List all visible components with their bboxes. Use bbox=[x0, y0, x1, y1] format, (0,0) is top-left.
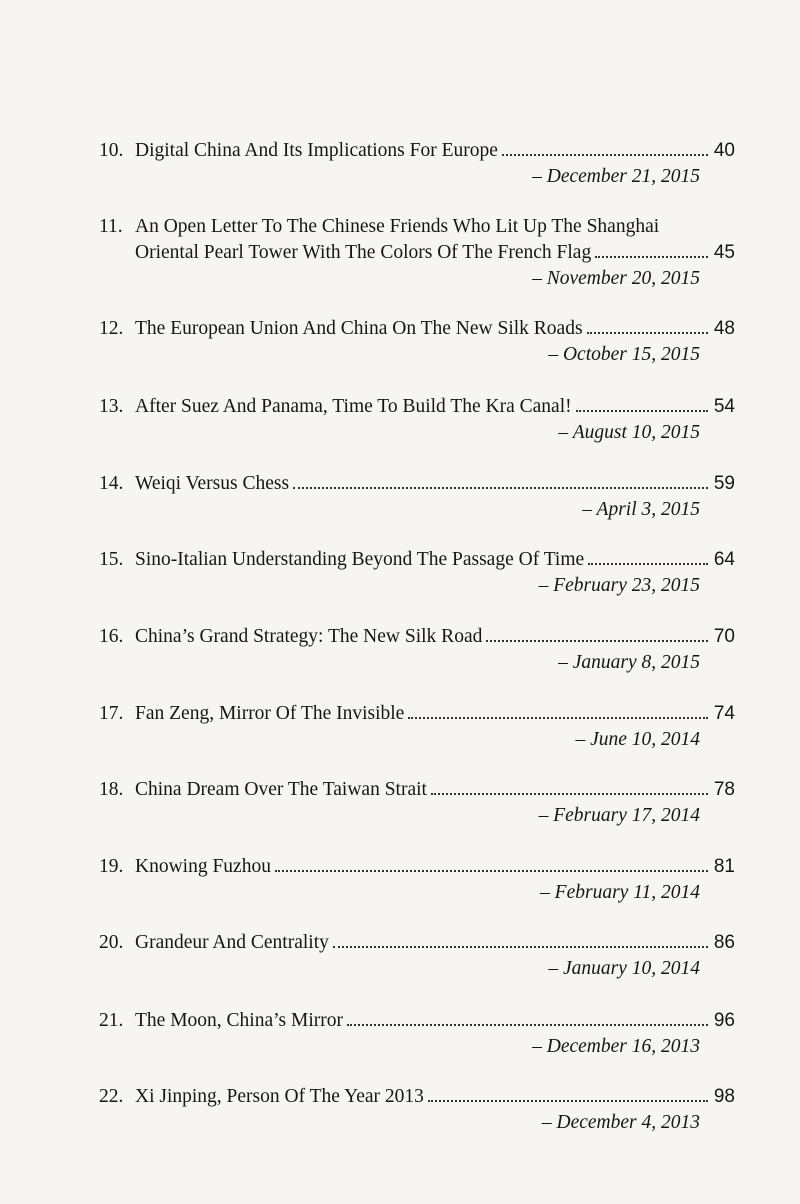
entry-date: – April 3, 2015 bbox=[582, 499, 700, 520]
page-number: 81 bbox=[713, 856, 735, 877]
entry-date: – November 20, 2015 bbox=[532, 268, 700, 289]
dot-leader bbox=[486, 640, 708, 642]
page-number: 45 bbox=[713, 242, 735, 263]
dot-leader bbox=[576, 410, 708, 412]
entry-number: 12. bbox=[99, 318, 124, 339]
entry-number: 14. bbox=[99, 473, 124, 494]
entry-line bbox=[135, 854, 735, 880]
entry-date: – February 17, 2014 bbox=[538, 805, 700, 826]
entry-line bbox=[135, 777, 735, 803]
entry-number: 10. bbox=[99, 140, 124, 161]
entry-date: – June 10, 2014 bbox=[575, 729, 700, 750]
entry-number: 11. bbox=[99, 216, 123, 237]
dot-leader bbox=[431, 793, 708, 795]
page-number: 59 bbox=[713, 473, 735, 494]
entry-date: – December 16, 2013 bbox=[532, 1036, 700, 1057]
entry-number: 17. bbox=[99, 703, 124, 724]
entry-date: – December 4, 2013 bbox=[541, 1112, 700, 1133]
page-number: 78 bbox=[713, 779, 735, 800]
entry-line bbox=[135, 930, 735, 956]
entry-line bbox=[135, 214, 735, 240]
entry-number: 16. bbox=[99, 626, 124, 647]
entry-date: – January 10, 2014 bbox=[548, 958, 700, 979]
entry-line bbox=[135, 316, 735, 342]
page-number: 54 bbox=[713, 396, 735, 417]
dot-leader bbox=[595, 256, 708, 258]
entry-title: Sino-Italian Understanding Beyond The Passage Of Time bbox=[135, 549, 585, 570]
entry-line bbox=[135, 547, 735, 573]
entry-line bbox=[135, 471, 735, 497]
dot-leader bbox=[588, 563, 708, 565]
dot-leader bbox=[293, 487, 708, 489]
entry-line bbox=[135, 624, 735, 650]
entry-title: China Dream Over The Taiwan Strait bbox=[135, 779, 427, 800]
entry-title: The Moon, China’s Mirror bbox=[135, 1010, 343, 1031]
entry-line bbox=[135, 394, 735, 420]
page-number: 74 bbox=[713, 703, 735, 724]
entry-number: 21. bbox=[99, 1010, 124, 1031]
dot-leader bbox=[408, 717, 708, 719]
entry-line bbox=[135, 1084, 735, 1110]
entry-line bbox=[135, 701, 735, 727]
entry-number: 22. bbox=[99, 1086, 124, 1107]
page-number: 40 bbox=[713, 140, 735, 161]
entry-date: – February 11, 2014 bbox=[540, 882, 700, 903]
entry-date: – February 23, 2015 bbox=[538, 575, 700, 596]
page-number: 86 bbox=[713, 932, 735, 953]
page-number: 98 bbox=[713, 1086, 735, 1107]
entry-line bbox=[135, 1008, 735, 1034]
entry-title: Digital China And Its Implications For Europe bbox=[135, 140, 498, 161]
entry-date: – December 21, 2015 bbox=[532, 166, 700, 187]
entry-title: Xi Jinping, Person Of The Year 2013 bbox=[135, 1086, 424, 1107]
entry-date: – October 15, 2015 bbox=[548, 344, 700, 365]
dot-leader bbox=[333, 946, 708, 948]
dot-leader bbox=[587, 332, 708, 334]
page-number: 70 bbox=[713, 626, 735, 647]
entry-title: An Open Letter To The Chinese Friends Who Lit Up The Shanghai bbox=[135, 216, 660, 237]
entry-title: Grandeur And Centrality bbox=[135, 932, 329, 953]
page-number: 48 bbox=[713, 318, 735, 339]
entry-number: 15. bbox=[99, 549, 124, 570]
entry-number: 13. bbox=[99, 396, 124, 417]
entry-number: 18. bbox=[99, 779, 124, 800]
entry-title: Fan Zeng, Mirror Of The Invisible bbox=[135, 703, 405, 724]
entry-title: The European Union And China On The New Silk Roads bbox=[135, 318, 583, 339]
entry-title-continued: Oriental Pearl Tower With The Colors Of The French Flag bbox=[135, 242, 592, 263]
entry-date: – August 10, 2015 bbox=[558, 422, 700, 443]
entry-number: 19. bbox=[99, 856, 124, 877]
entry-number: 20. bbox=[99, 932, 124, 953]
entry-title: Knowing Fuzhou bbox=[135, 856, 271, 877]
entry-title: After Suez And Panama, Time To Build The Kra Canal! bbox=[135, 396, 572, 417]
page-number: 64 bbox=[713, 549, 735, 570]
entry-line bbox=[135, 138, 735, 164]
dot-leader bbox=[347, 1024, 708, 1026]
page-number: 96 bbox=[713, 1010, 735, 1031]
entry-title: Weiqi Versus Chess bbox=[135, 473, 290, 494]
dot-leader bbox=[428, 1100, 708, 1102]
dot-leader bbox=[502, 154, 708, 156]
dot-leader bbox=[275, 870, 708, 872]
entry-date: – January 8, 2015 bbox=[558, 652, 700, 673]
entry-line bbox=[135, 240, 735, 266]
entry-title: China’s Grand Strategy: The New Silk Road bbox=[135, 626, 483, 647]
